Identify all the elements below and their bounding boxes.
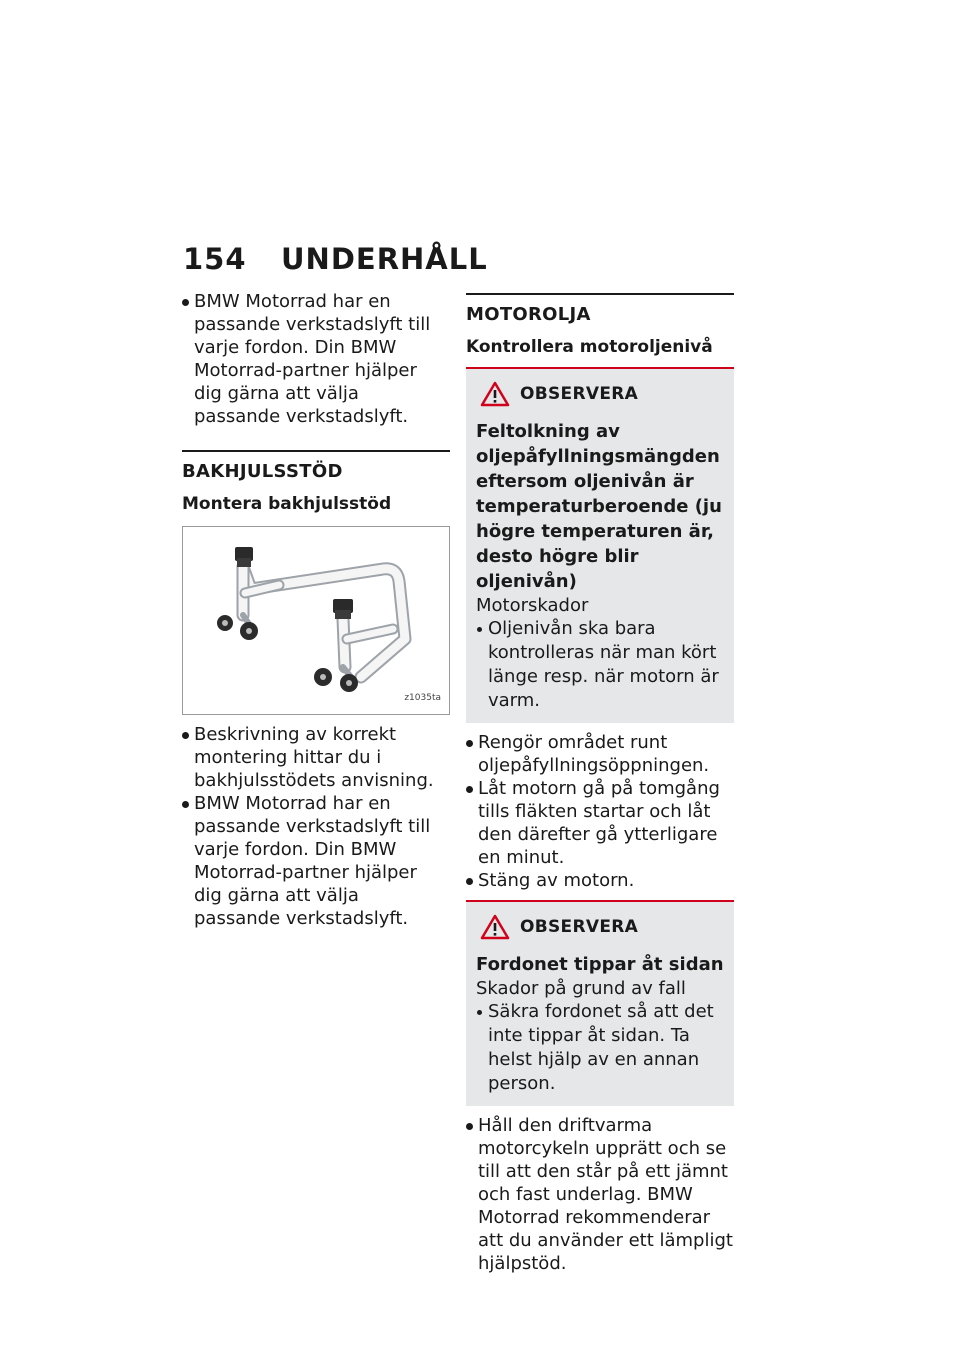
page-header [183,242,488,276]
hold-upright-bullet-list [466,1114,734,1275]
subtitle-check-oil-level: Kontrollera motoroljenivå [466,337,713,357]
section-title-rear-stand: BAKHJULSSTÖD [182,461,343,482]
right-column [466,293,734,1275]
rear-wheel-stand-figure [182,526,450,715]
chapter-title: UNDERHÅLL [281,242,488,276]
subtitle-mount-rear-stand: Montera bakhjulsstöd [182,494,392,514]
intro-bullet-list [182,290,450,428]
left-column [182,290,450,930]
figure-reference: z1035ta [404,693,441,703]
warning-triangle-icon [480,381,510,407]
warning-consequence: Skador på grund av fall [476,978,686,999]
warning-box-vehicle-tipping [466,900,734,1106]
list-item: Oljenivån ska bara kontrolleras när man kört länge resp. när motorn är varm. [476,617,724,713]
list-item: BMW Motorrad har en passande verkstadslyft till varje fordon. Din BMW Motorrad-partner hjälper dig gärna att välja passande verkstadslyft. [182,290,450,428]
warning-consequence: Motorskador [476,595,589,616]
warning-title: OBSERVERA [520,383,639,404]
section-title-engine-oil: MOTOROLJA [466,304,591,325]
rear-stand-bullet-list [182,723,450,930]
list-item: BMW Motorrad har en passande verkstadslyft till varje fordon. Din BMW Motorrad-partner hjälper dig gärna att välja passande verkstadslyft. [182,792,450,930]
list-item: Rengör området runt oljepåfyllningsöppningen. [466,731,734,777]
list-item: Beskrivning av korrekt montering hittar du i bakhjulsstödets anvisning. [182,723,450,792]
warning-cause: Feltolkning av oljepåfyllningsmängden eftersom oljenivån är temperaturberoende (ju högre temperaturen är, desto högre blir oljenivån) [476,421,722,592]
list-item: Låt motorn gå på tomgång tills fläkten startar och låt den därefter gå ytterligare en minut. [466,777,734,869]
warning-title: OBSERVERA [520,916,639,937]
list-item: Håll den driftvarma motorcykeln upprätt och se till att den står på ett jämnt och fast underlag. BMW Motorrad rekommenderar att du använder ett lämpligt hjälpstöd. [466,1114,734,1275]
warning-box-oil-level [466,367,734,723]
page-number: 154 [183,242,247,276]
list-item: Stäng av motorn. [466,869,734,892]
warning-measures [476,1000,724,1096]
warning-cause: Fordonet tippar åt sidan [476,954,724,975]
list-item: Säkra fordonet så att det inte tippar åt sidan. Ta helst hjälp av en annan person. [476,1000,724,1096]
warning-triangle-icon [480,914,510,940]
warning-measures [476,617,724,713]
oil-check-bullet-list [466,731,734,892]
section-divider [182,450,450,452]
section-divider [466,293,734,295]
rear-wheel-stand-illustration [183,527,449,714]
